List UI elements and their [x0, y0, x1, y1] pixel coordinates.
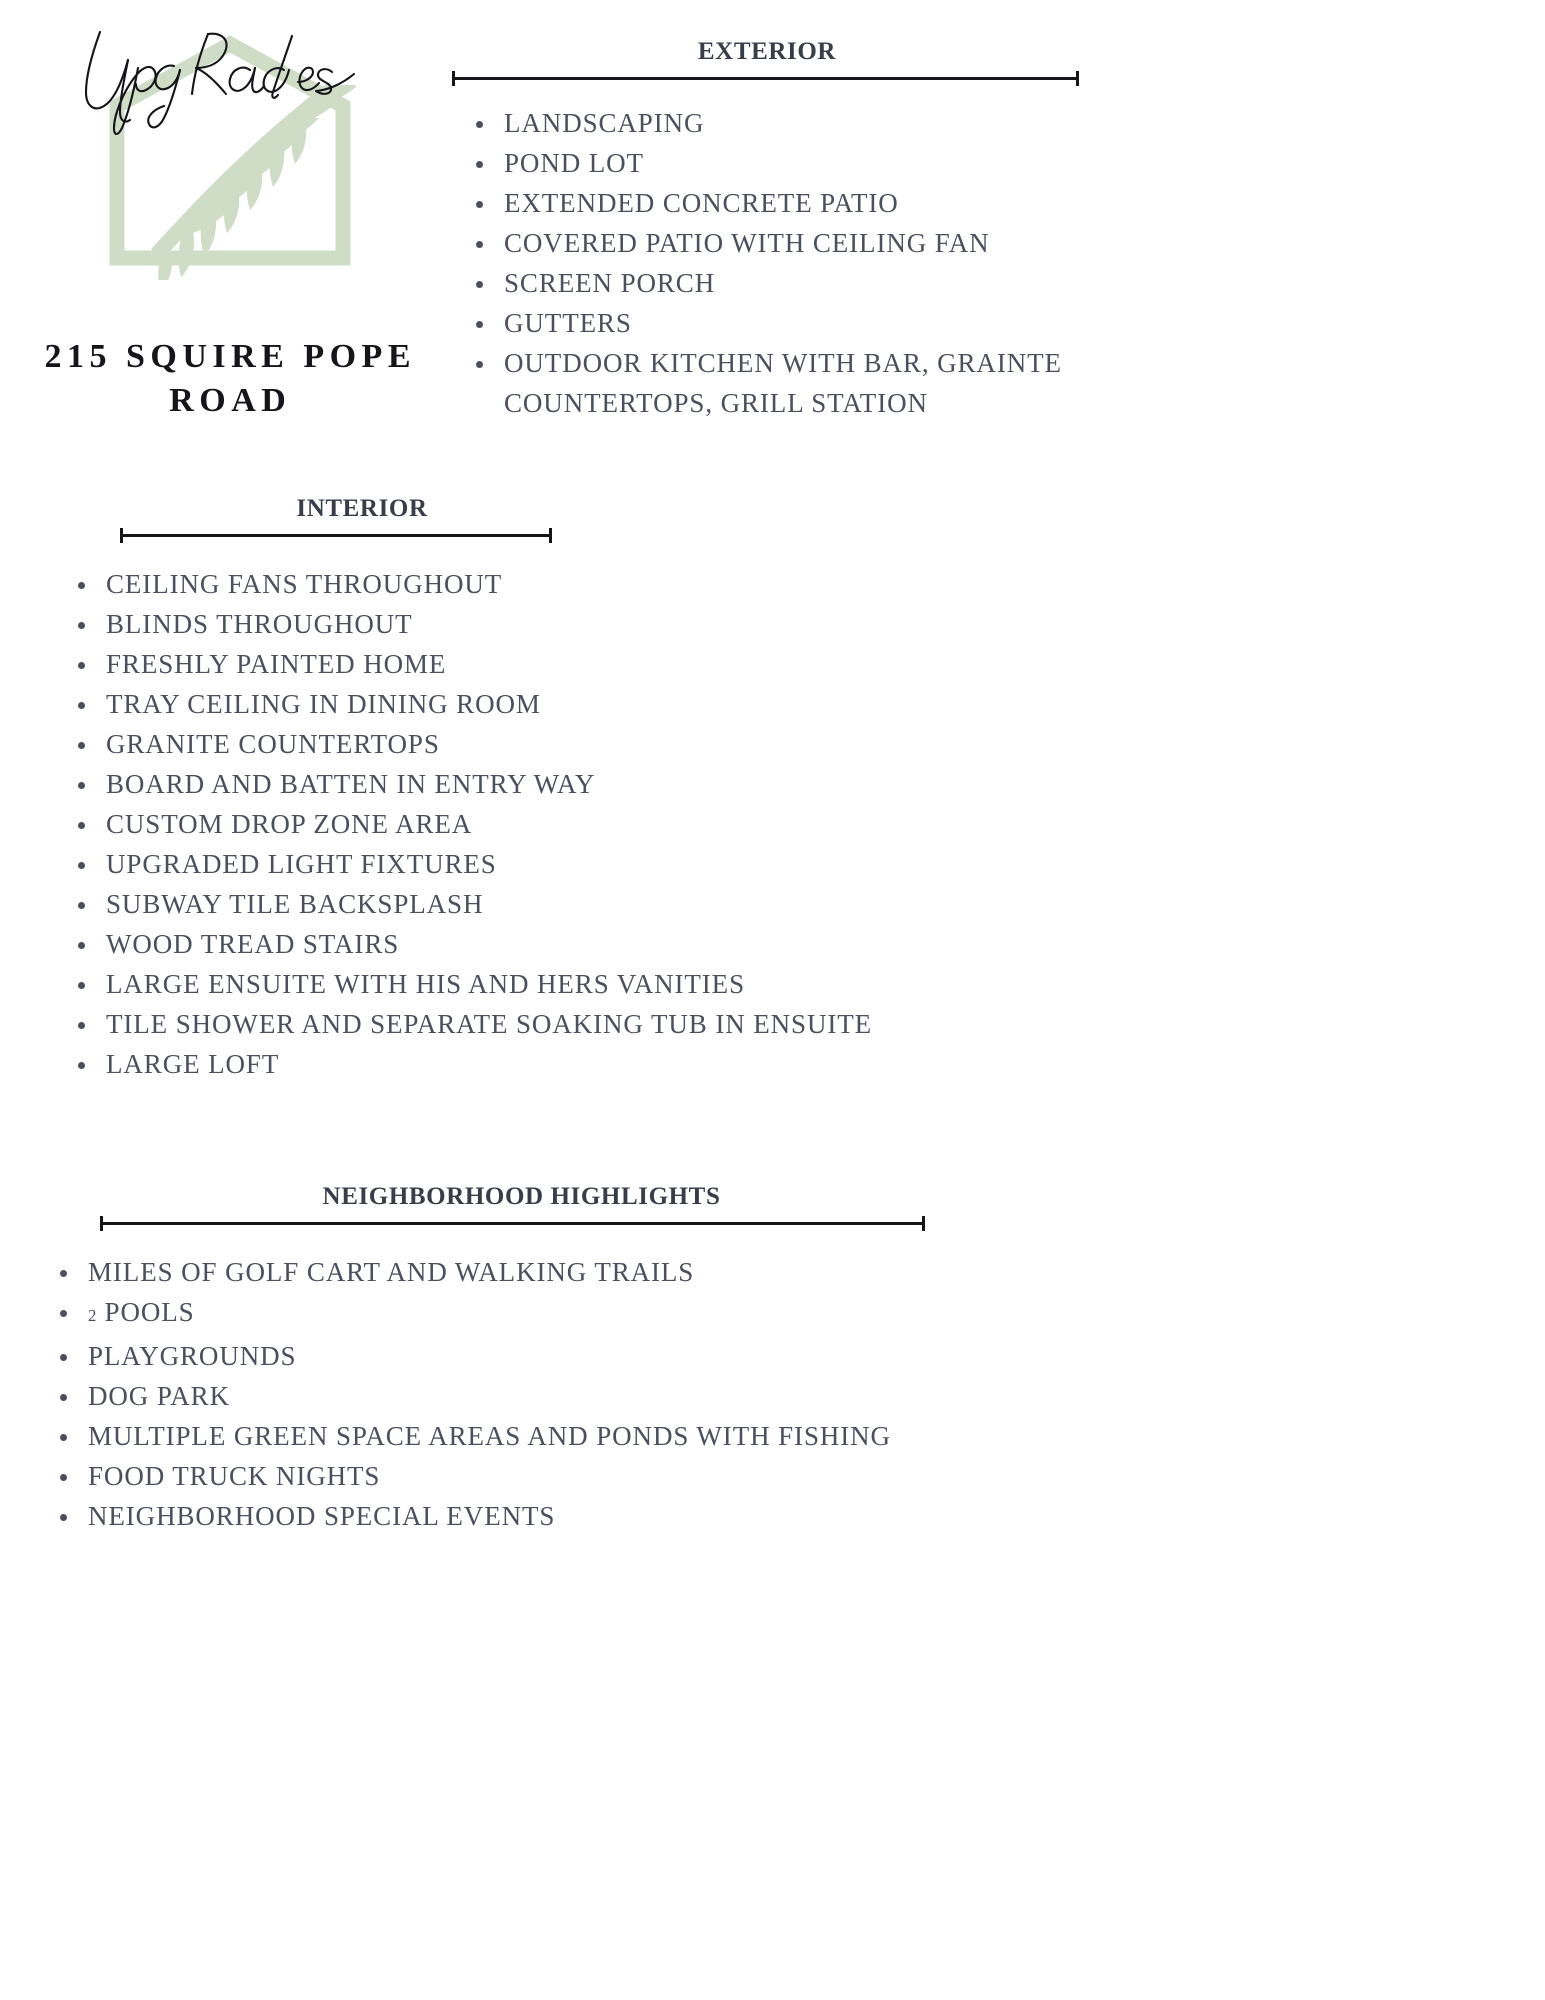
rule-bar: [100, 1222, 925, 1225]
list-item: COVERED PATIO WITH CEILING FAN: [452, 223, 1092, 263]
list-item: NEIGHBORHOOD SPECIAL EVENTS: [40, 1496, 1140, 1536]
list-item: MULTIPLE GREEN SPACE AREAS AND PONDS WITH FISHING: [40, 1416, 1140, 1456]
list-item: PLAYGROUNDS: [40, 1336, 1140, 1376]
brand-block: [0, 10, 455, 419]
rule-cap-right: [549, 528, 552, 543]
section-neighborhood-highlights: [40, 1183, 1140, 1536]
list-item: WOOD TREAD STAIRS: [60, 924, 1160, 964]
pool-count: 2: [88, 1306, 97, 1325]
list-item: SCREEN PORCH: [452, 263, 1092, 303]
address-line-2: ROAD: [169, 381, 292, 419]
list-item: TRAY CEILING IN DINING ROOM: [60, 684, 1160, 724]
section-exterior-header: [452, 38, 1092, 85]
section-neighborhood-title: NEIGHBORHOOD HIGHLIGHTS: [322, 1183, 721, 1210]
rule-cap-right: [922, 1216, 925, 1231]
exterior-feature-list: [452, 103, 1092, 423]
list-item: 2 POOLS: [40, 1292, 1140, 1336]
list-item: LANDSCAPING: [452, 103, 1092, 143]
section-neighborhood-header: [100, 1183, 925, 1230]
section-exterior: [452, 38, 1092, 423]
list-item: LARGE ENSUITE WITH HIS AND HERS VANITIES: [60, 964, 1160, 1004]
list-item: CEILING FANS THROUGHOUT: [60, 564, 1160, 604]
section-neighborhood-rule: [100, 1216, 925, 1230]
list-item: BOARD AND BATTEN IN ENTRY WAY: [60, 764, 1160, 804]
page-title-address: [0, 335, 455, 422]
list-item: OUTDOOR KITCHEN WITH BAR, GRAINTE COUNTERTOPS, GRILL STATION: [452, 343, 1092, 423]
neighborhood-feature-list: [40, 1252, 1140, 1536]
list-item: EXTENDED CONCRETE PATIO: [452, 183, 1092, 223]
section-exterior-title: EXTERIOR: [697, 38, 837, 65]
list-item: SUBWAY TILE BACKSPLASH: [60, 884, 1160, 924]
list-item: MILES OF GOLF CART AND WALKING TRAILS: [40, 1252, 1140, 1292]
section-interior: [60, 495, 1160, 1084]
list-item: UPGRADED LIGHT FIXTURES: [60, 844, 1160, 884]
list-item: CUSTOM DROP ZONE AREA: [60, 804, 1160, 844]
list-item: LARGE LOFT: [60, 1044, 1160, 1084]
list-item: FOOD TRUCK NIGHTS: [40, 1456, 1140, 1496]
rule-bar: [452, 77, 1079, 80]
list-item: POND LOT: [452, 143, 1092, 183]
rule-cap-right: [1076, 71, 1079, 86]
list-item: DOG PARK: [40, 1376, 1140, 1416]
list-item: BLINDS THROUGHOUT: [60, 604, 1160, 644]
interior-feature-list: [60, 564, 1160, 1084]
address-line-1: 215 SQUIRE POPE: [44, 338, 417, 375]
list-item: TILE SHOWER AND SEPARATE SOAKING TUB IN ENSUITE: [60, 1004, 1160, 1044]
rule-bar: [120, 534, 552, 537]
section-interior-title: INTERIOR: [296, 495, 428, 522]
section-exterior-rule: [452, 71, 1079, 85]
list-item: FRESHLY PAINTED HOME: [60, 644, 1160, 684]
section-interior-header: [120, 495, 552, 542]
list-item: GUTTERS: [452, 303, 1092, 343]
upgrades-script-wordmark: [70, 24, 370, 134]
list-item: GRANITE COUNTERTOPS: [60, 724, 1160, 764]
section-interior-rule: [120, 528, 552, 542]
